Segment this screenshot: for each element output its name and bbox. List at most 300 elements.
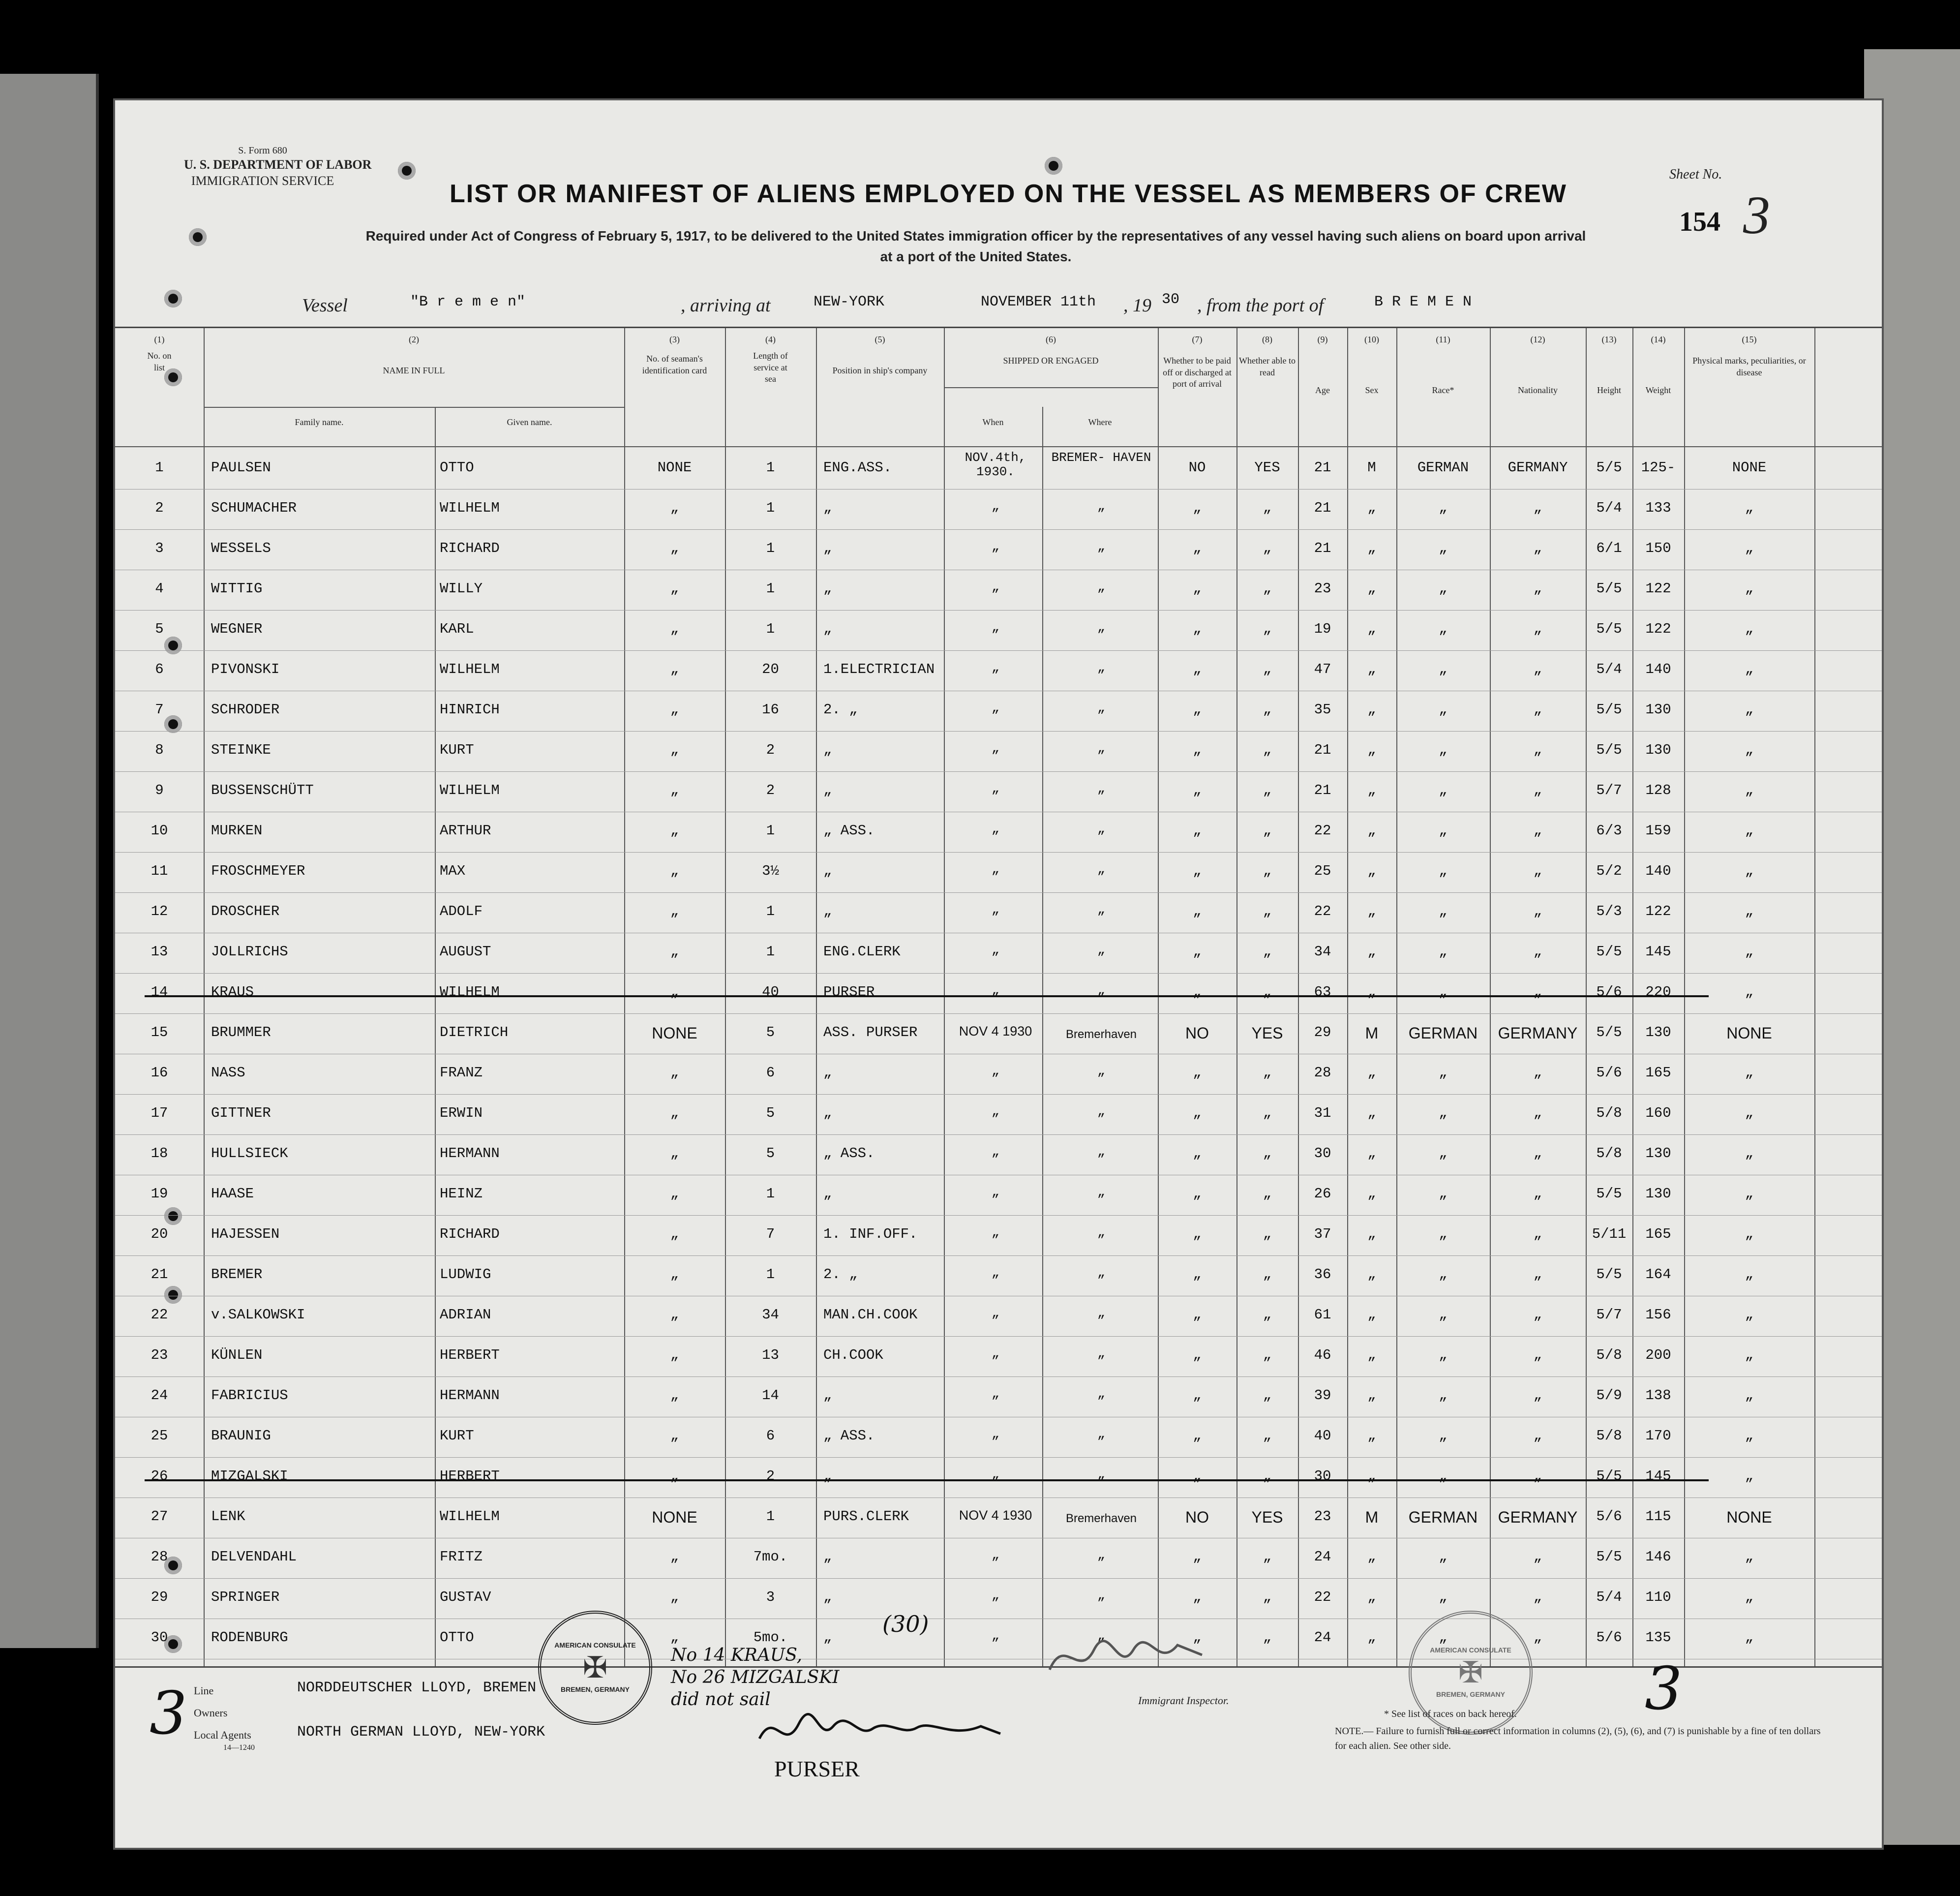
- cell-given: WILHELM: [440, 984, 500, 1000]
- cell-where: „: [1097, 1185, 1106, 1200]
- cell-family: BREMER: [211, 1266, 263, 1283]
- cell-weight: 165: [1645, 1065, 1671, 1081]
- cell-sex: „: [1367, 742, 1376, 758]
- cell-marks: „: [1745, 984, 1754, 1000]
- cell-marks: „: [1745, 1347, 1754, 1363]
- vessel-label: Vessel: [302, 295, 348, 316]
- cell-age: 21: [1314, 459, 1331, 476]
- cell-service: 5: [766, 1145, 775, 1162]
- cell-nat: „: [1533, 1145, 1542, 1162]
- cell-nat: „: [1533, 702, 1542, 718]
- cell-age: 21: [1314, 782, 1331, 798]
- vessel-name: "B r e m e n": [410, 294, 526, 310]
- cell-sex: „: [1367, 823, 1376, 839]
- cell-weight: 159: [1645, 823, 1671, 839]
- cell-read: „: [1263, 1105, 1272, 1121]
- cell-given: FRANZ: [440, 1065, 483, 1081]
- cell-paid: „: [1193, 1387, 1202, 1404]
- cell-nat: „: [1533, 1266, 1542, 1283]
- cell-when: „: [991, 580, 1000, 595]
- cell-service: 1: [766, 621, 775, 637]
- row-rule: [115, 1134, 1884, 1135]
- cell-card: „: [670, 500, 679, 516]
- cell-family: SCHUMACHER: [211, 500, 297, 516]
- cell-weight: 130: [1645, 742, 1671, 758]
- cell-read: „: [1263, 1266, 1272, 1283]
- cell-position: „: [823, 581, 832, 597]
- cell-race: „: [1439, 1186, 1447, 1202]
- cell-race: „: [1439, 621, 1447, 637]
- cell-race: „: [1439, 540, 1447, 556]
- cell-read: „: [1263, 1347, 1272, 1363]
- arriving-port: NEW-YORK: [814, 294, 885, 310]
- cell-no: 12: [151, 903, 168, 919]
- cell-given: RICHARD: [440, 540, 500, 556]
- cell-marks: „: [1745, 1468, 1754, 1484]
- cell-position: 2. „: [823, 702, 858, 718]
- cell-height: 5/8: [1596, 1347, 1622, 1363]
- cell-given: LUDWIG: [440, 1266, 491, 1283]
- cell-read: „: [1263, 1226, 1272, 1242]
- cell-position: CH.COOK: [823, 1347, 883, 1363]
- cell-height: 5/11: [1592, 1226, 1627, 1242]
- cell-family: KRAUS: [211, 984, 254, 1000]
- cell-given: AUGUST: [440, 944, 491, 960]
- cell-weight: 122: [1645, 621, 1671, 637]
- underlying-page-left: [0, 74, 99, 1648]
- cell-paid: „: [1193, 1428, 1202, 1444]
- row-rule: [115, 1336, 1884, 1337]
- cell-given: OTTO: [440, 1629, 474, 1646]
- cell-position: ENG.ASS.: [823, 459, 892, 476]
- owners-label: Owners: [194, 1707, 228, 1719]
- handwritten-note-line2: No 26 MIZGALSKI: [671, 1667, 840, 1687]
- cell-sex: „: [1367, 1387, 1376, 1404]
- cell-weight: 133: [1645, 500, 1671, 516]
- column-divider: [816, 328, 817, 1666]
- cell-given: FRITZ: [440, 1549, 483, 1565]
- cell-read: YES: [1251, 1024, 1283, 1042]
- strikethrough-line: [145, 995, 1709, 997]
- cell-when: „: [991, 701, 1000, 716]
- cell-nat: „: [1533, 621, 1542, 637]
- cell-age: 47: [1314, 661, 1331, 677]
- cell-weight: 110: [1645, 1589, 1671, 1605]
- cell-read: „: [1263, 1428, 1272, 1444]
- column-divider: [1042, 407, 1043, 1666]
- cell-height: 5/7: [1596, 782, 1622, 798]
- cell-given: HERMANN: [440, 1145, 500, 1162]
- col8-header: (8) Whether able to read: [1239, 335, 1296, 377]
- cell-position: PURSER: [823, 984, 875, 1000]
- cell-paid: „: [1193, 1266, 1202, 1283]
- cell-race: „: [1439, 1629, 1447, 1646]
- cell-paid: NO: [1188, 459, 1206, 476]
- cell-where: „: [1097, 782, 1106, 796]
- row-rule: [115, 731, 1884, 732]
- cell-position: „: [823, 1468, 832, 1484]
- cell-height: 5/5: [1596, 459, 1622, 476]
- cell-when: NOV 4 1930: [959, 1508, 1032, 1523]
- arriving-label: , arriving at: [681, 295, 771, 316]
- cell-where: „: [1097, 983, 1106, 998]
- cell-marks: „: [1745, 661, 1754, 677]
- cell-given: HINRICH: [440, 702, 500, 718]
- cell-when: „: [991, 822, 1000, 837]
- cell-age: 22: [1314, 903, 1331, 919]
- cell-no: 24: [151, 1387, 168, 1404]
- cell-when: „: [991, 1346, 1000, 1361]
- header-divider: [944, 387, 1158, 388]
- cell-family: SPRINGER: [211, 1589, 280, 1605]
- cell-no: 9: [155, 782, 164, 798]
- cell-race: „: [1439, 1145, 1447, 1162]
- cell-position: PURS.CLERK: [823, 1508, 909, 1525]
- cell-paid: „: [1193, 621, 1202, 637]
- cell-where: „: [1097, 1064, 1106, 1079]
- cell-nat: GERMANY: [1498, 1024, 1578, 1042]
- cell-read: „: [1263, 1468, 1272, 1484]
- cell-paid: „: [1193, 1186, 1202, 1202]
- cell-when: „: [991, 903, 1000, 917]
- cell-height: 5/6: [1596, 1629, 1622, 1646]
- cell-service: 7: [766, 1226, 775, 1242]
- cell-marks: „: [1745, 621, 1754, 637]
- cell-where: „: [1097, 701, 1106, 716]
- cell-read: „: [1263, 903, 1272, 919]
- cell-race: „: [1439, 1347, 1447, 1363]
- cell-family: LENK: [211, 1508, 245, 1525]
- cell-age: 30: [1314, 1145, 1331, 1162]
- cell-where: „: [1097, 903, 1106, 917]
- cell-given: WILHELM: [440, 500, 500, 516]
- cell-no: 22: [151, 1307, 168, 1323]
- cell-position: „: [823, 903, 832, 919]
- col2a-header: Family name.: [295, 417, 344, 427]
- cell-marks: „: [1745, 500, 1754, 516]
- cell-read: „: [1263, 702, 1272, 718]
- cell-given: ERWIN: [440, 1105, 483, 1121]
- cell-card: „: [670, 782, 679, 798]
- cell-family: JOLLRICHS: [211, 944, 288, 960]
- eagle-icon: ✠: [582, 1651, 608, 1684]
- cell-service: 6: [766, 1065, 775, 1081]
- cell-card: „: [670, 1266, 679, 1283]
- col6-header: (6) SHIPPED OR ENGAGED: [1003, 335, 1099, 366]
- column-divider: [204, 328, 205, 1666]
- cell-sex: M: [1367, 459, 1376, 476]
- cell-nat: GERMANY: [1508, 459, 1568, 476]
- cell-position: „: [823, 1387, 832, 1404]
- cell-card: „: [670, 1589, 679, 1605]
- cell-height: 5/4: [1596, 1589, 1622, 1605]
- cell-no: 18: [151, 1145, 168, 1162]
- cell-service: 1: [766, 500, 775, 516]
- cell-where: „: [1097, 620, 1106, 635]
- cell-where: „: [1097, 1145, 1106, 1160]
- cell-service: 2: [766, 742, 775, 758]
- cell-service: 1: [766, 823, 775, 839]
- cell-when: „: [991, 1306, 1000, 1321]
- cell-no: 2: [155, 500, 164, 516]
- cell-service: 3: [766, 1589, 775, 1605]
- cell-family: PAULSEN: [211, 459, 271, 476]
- row-rule: [115, 1215, 1884, 1216]
- handwritten-note-line1: No 14 KRAUS,: [671, 1645, 803, 1665]
- cell-age: 46: [1314, 1347, 1331, 1363]
- col11-header: (11) Race*: [1432, 335, 1454, 396]
- cell-family: PIVONSKI: [211, 661, 280, 677]
- cell-given: WILLY: [440, 581, 483, 597]
- cell-given: MAX: [440, 863, 466, 879]
- cell-marks: NONE: [1732, 459, 1767, 476]
- cell-weight: 220: [1645, 984, 1671, 1000]
- consulate-seal: AMERICAN CONSULATE ✠ BREMEN, GERMANY: [1409, 1611, 1533, 1735]
- cell-height: 6/3: [1596, 823, 1622, 839]
- cell-weight: 138: [1645, 1387, 1671, 1404]
- cell-no: 6: [155, 661, 164, 677]
- cell-marks: „: [1745, 1186, 1754, 1202]
- cell-no: 5: [155, 621, 164, 637]
- cell-sex: „: [1367, 581, 1376, 597]
- cell-height: 5/7: [1596, 1307, 1622, 1323]
- cell-service: 40: [762, 984, 779, 1000]
- cell-race: „: [1439, 863, 1447, 879]
- cell-read: „: [1263, 1629, 1272, 1646]
- cell-read: „: [1263, 500, 1272, 516]
- cell-paid: „: [1193, 1629, 1202, 1646]
- cell-paid: NO: [1185, 1508, 1209, 1526]
- cell-given: ARTHUR: [440, 823, 491, 839]
- cell-family: WEGNER: [211, 621, 263, 637]
- cell-weight: 128: [1645, 782, 1671, 798]
- cell-marks: „: [1745, 1428, 1754, 1444]
- department-name: U. S. DEPARTMENT OF LABOR: [184, 157, 372, 172]
- cell-no: 21: [151, 1266, 168, 1283]
- header-divider: [204, 407, 624, 408]
- cell-service: 20: [762, 661, 779, 677]
- cell-sex: „: [1367, 1065, 1376, 1081]
- cell-sex: „: [1367, 984, 1376, 1000]
- cell-when: „: [991, 540, 1000, 554]
- cell-marks: „: [1745, 581, 1754, 597]
- cell-race: „: [1439, 742, 1447, 758]
- cell-age: 39: [1314, 1387, 1331, 1404]
- cell-marks: NONE: [1726, 1508, 1772, 1526]
- cell-race: „: [1439, 823, 1447, 839]
- column-divider: [1814, 328, 1815, 1666]
- cell-no: 29: [151, 1589, 168, 1605]
- cell-read: „: [1263, 944, 1272, 960]
- cell-weight: 130: [1645, 702, 1671, 718]
- cell-age: 28: [1314, 1065, 1331, 1081]
- cell-weight: 140: [1645, 863, 1671, 879]
- cell-position: „: [823, 863, 832, 879]
- cell-card: NONE: [657, 459, 692, 476]
- inspector-signature: [1040, 1630, 1212, 1684]
- cell-card: „: [670, 1629, 679, 1646]
- cell-service: 6: [766, 1428, 775, 1444]
- cell-card: „: [670, 823, 679, 839]
- cell-nat: GERMANY: [1498, 1508, 1578, 1526]
- cell-sex: „: [1367, 1226, 1376, 1242]
- cell-position: „ ASS.: [823, 1428, 875, 1444]
- cell-height: 5/9: [1596, 1387, 1622, 1404]
- cell-race: „: [1439, 1105, 1447, 1121]
- punch-hole: [189, 228, 207, 246]
- cell-nat: „: [1533, 661, 1542, 677]
- cell-weight: 130: [1645, 1024, 1671, 1040]
- cell-age: 24: [1314, 1549, 1331, 1565]
- cell-no: 20: [151, 1226, 168, 1242]
- cell-height: 5/5: [1596, 742, 1622, 758]
- cell-height: 5/6: [1596, 1065, 1622, 1081]
- cell-race: „: [1439, 944, 1447, 960]
- row-rule: [115, 771, 1884, 772]
- cell-race: „: [1439, 782, 1447, 798]
- cell-weight: 125-: [1641, 459, 1676, 476]
- cell-read: YES: [1251, 1508, 1283, 1526]
- cell-nat: „: [1533, 1347, 1542, 1363]
- cell-age: 61: [1314, 1307, 1331, 1323]
- sheet-number: 154: [1679, 207, 1720, 237]
- punch-hole: [1045, 157, 1062, 175]
- cell-age: 34: [1314, 944, 1331, 960]
- cell-position: „: [823, 1105, 832, 1121]
- cell-age: 22: [1314, 823, 1331, 839]
- line-label: Line: [194, 1684, 214, 1697]
- department-block: [184, 145, 372, 189]
- cell-height: 5/2: [1596, 863, 1622, 879]
- cell-when: „: [991, 1468, 1000, 1482]
- cell-position: „: [823, 1629, 832, 1646]
- cell-age: 21: [1314, 500, 1331, 516]
- cell-weight: 130: [1645, 1186, 1671, 1202]
- cell-paid: „: [1193, 702, 1202, 718]
- cell-given: KARL: [440, 621, 474, 637]
- cell-paid: „: [1193, 1105, 1202, 1121]
- cell-height: 5/4: [1596, 500, 1622, 516]
- cell-no: 17: [151, 1105, 168, 1121]
- cell-race: GERMAN: [1408, 1024, 1478, 1042]
- cell-nat: „: [1533, 782, 1542, 798]
- year-suffix: 30: [1162, 291, 1180, 308]
- cell-age: 63: [1314, 984, 1331, 1000]
- cell-where: „: [1097, 1629, 1106, 1644]
- cell-where: „: [1097, 580, 1106, 595]
- cell-service: 34: [762, 1307, 779, 1323]
- cell-race: „: [1439, 1428, 1447, 1444]
- cell-marks: „: [1745, 782, 1754, 798]
- cell-sex: „: [1367, 1307, 1376, 1323]
- cell-marks: NONE: [1726, 1024, 1772, 1042]
- cell-weight: 145: [1645, 1468, 1671, 1484]
- cell-where: „: [1097, 661, 1106, 675]
- cell-race: „: [1439, 1226, 1447, 1242]
- punch-hole: [164, 290, 182, 307]
- cell-given: HERBERT: [440, 1468, 500, 1484]
- cell-no: 28: [151, 1549, 168, 1565]
- cell-card: „: [670, 903, 679, 919]
- col6b-header: Where: [1088, 417, 1112, 427]
- agents-value: NORTH GERMAN LLOYD, NEW-YORK: [297, 1724, 545, 1741]
- cell-paid: „: [1193, 500, 1202, 516]
- sheet-number-label: Sheet No.: [1669, 167, 1722, 182]
- cell-when: NOV.4th, 1930.: [965, 450, 1026, 479]
- cell-card: „: [670, 1387, 679, 1404]
- cell-nat: „: [1533, 1105, 1542, 1121]
- cell-position: „ ASS.: [823, 1145, 875, 1162]
- cell-when: „: [991, 1427, 1000, 1442]
- cell-nat: „: [1533, 1065, 1542, 1081]
- cell-race: „: [1439, 1549, 1447, 1565]
- cell-read: „: [1263, 782, 1272, 798]
- col14-header: (14) Weight: [1645, 335, 1671, 396]
- cell-family: BRUMMER: [211, 1024, 271, 1040]
- cell-card: „: [670, 1428, 679, 1444]
- row-rule: [115, 973, 1884, 974]
- form-number: S. Form 680: [238, 145, 287, 156]
- cell-when: „: [991, 1629, 1000, 1644]
- cell-family: HULLSIECK: [211, 1145, 288, 1162]
- arrival-date: NOVEMBER 11th: [981, 294, 1096, 310]
- cell-when: „: [991, 620, 1000, 635]
- cell-position: ENG.CLERK: [823, 944, 901, 960]
- col3-header: (3) No. of seaman's identification card: [642, 335, 707, 375]
- cell-card: „: [670, 581, 679, 597]
- cell-nat: „: [1533, 1589, 1542, 1605]
- cell-service: 5: [766, 1024, 775, 1040]
- cell-paid: „: [1193, 1468, 1202, 1484]
- cell-family: SCHRODER: [211, 702, 280, 718]
- cell-nat: „: [1533, 903, 1542, 919]
- cell-weight: 122: [1645, 903, 1671, 919]
- cell-weight: 130: [1645, 1145, 1671, 1162]
- cell-service: 16: [762, 702, 779, 718]
- cell-read: „: [1263, 823, 1272, 839]
- cell-race: „: [1439, 500, 1447, 516]
- cell-card: „: [670, 1347, 679, 1363]
- col2b-header: Given name.: [507, 417, 552, 427]
- cell-where: Bremerhaven: [1065, 1028, 1137, 1041]
- cell-marks: „: [1745, 1549, 1754, 1565]
- cell-height: 5/6: [1596, 984, 1622, 1000]
- cell-weight: 115: [1645, 1508, 1671, 1525]
- cell-given: DIETRICH: [440, 1024, 509, 1040]
- cell-sex: „: [1367, 1629, 1376, 1646]
- cell-race: GERMAN: [1408, 1508, 1478, 1526]
- cell-marks: „: [1745, 1266, 1754, 1283]
- cell-marks: „: [1745, 1065, 1754, 1081]
- cell-weight: 165: [1645, 1226, 1671, 1242]
- cell-given: GUSTAV: [440, 1589, 491, 1605]
- cell-race: „: [1439, 1307, 1447, 1323]
- cell-service: 5: [766, 1105, 775, 1121]
- cell-given: OTTO: [440, 459, 474, 476]
- cell-marks: „: [1745, 1226, 1754, 1242]
- cell-family: HAASE: [211, 1186, 254, 1202]
- cell-where: „: [1097, 862, 1106, 877]
- cell-given: WILHELM: [440, 1508, 500, 1525]
- cell-nat: „: [1533, 984, 1542, 1000]
- cell-height: 5/5: [1596, 1549, 1622, 1565]
- cell-sex: „: [1367, 1589, 1376, 1605]
- cell-when: „: [991, 1589, 1000, 1603]
- cell-marks: „: [1745, 1629, 1754, 1646]
- cell-given: ADOLF: [440, 903, 483, 919]
- cell-age: 29: [1314, 1024, 1331, 1040]
- cell-when: „: [991, 1225, 1000, 1240]
